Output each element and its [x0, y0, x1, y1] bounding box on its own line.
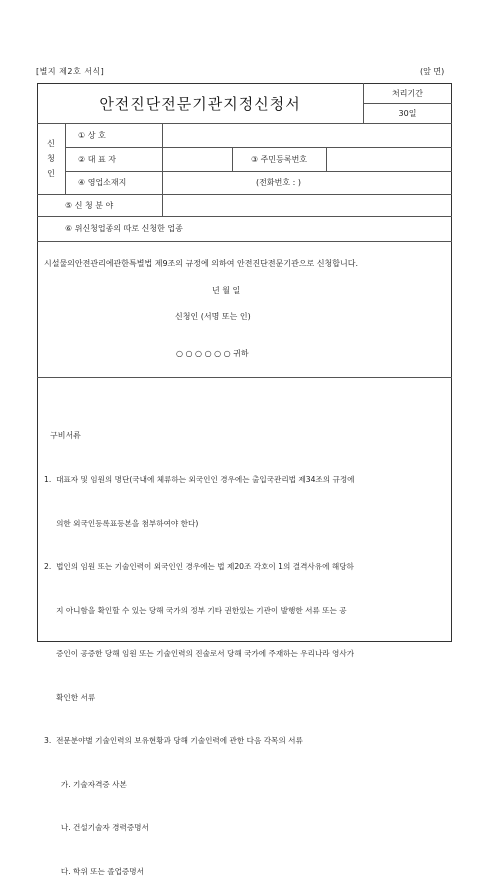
divider — [37, 377, 452, 378]
list-item: 의한 외국인등록표등본을 첨부하여야 한다) — [44, 518, 199, 528]
applicant-label-char: 청 — [47, 154, 55, 163]
representative-field[interactable] — [163, 148, 231, 170]
business-address-label: ④ 영업소재지 — [78, 178, 127, 187]
list-item: 2. 법인의 임원 또는 기술인력이 외국인인 경우에는 법 제20조 각호이 1의 결격사유에 해당하 — [44, 562, 354, 571]
phone-label: (전화번호 : ) — [256, 178, 301, 187]
list-item: 1. 대표자 및 임원의 명단(국내에 체류하는 외국인인 경우에는 출입국관리법 제34조의 규정에 — [44, 475, 355, 484]
representative-label: ② 대 표 자 — [78, 154, 116, 164]
divider — [65, 123, 66, 194]
applicant-signature-line: 신청인 (서명 또는 인) — [175, 312, 251, 321]
applicant-label-char: 인 — [47, 169, 55, 178]
documents-list — [44, 444, 450, 894]
id-number-field[interactable] — [327, 148, 451, 170]
recipient-line: ○ ○ ○ ○ ○ ○ 귀하 — [176, 349, 249, 358]
other-business-label: ⑥ 위신청업종의 따로 신청한 업종 — [65, 224, 183, 233]
applicant-section-label — [37, 123, 65, 194]
list-item: 다. 학위 또는 졸업증명서 — [44, 866, 144, 876]
form-number: [별지 제2호 서식] — [36, 67, 105, 76]
list-item: 증인이 공증한 당해 임원 또는 기술인력의 진술로서 당해 국가에 주재하는 우리나라 영사가 — [44, 649, 355, 658]
application-statement: 시설물의안전관리에관한특별법 제9조의 규정에 의하여 안전진단전문기관으로 신청합니다. — [44, 259, 359, 268]
id-number-label: ③ 주민등록번호 — [250, 154, 308, 164]
application-field-label: ⑤ 신 청 분 야 — [65, 200, 114, 210]
company-name-field[interactable] — [163, 124, 451, 146]
list-item: 3. 전문분야별 기술인력의 보유현황과 당해 기술인력에 관한 다음 각목의 서류 — [44, 736, 303, 745]
list-item: 지 아니함을 확인할 수 있는 당해 국가의 정부 기타 권한있는 기관이 발행한 서류 또는 공 — [44, 605, 347, 615]
list-item: 나. 건설기술자 경력증명서 — [44, 823, 149, 832]
applicant-label-char: 신 — [47, 139, 55, 148]
page-title: 안전진단전문기관지정신청서 — [99, 94, 301, 113]
list-item: 가. 기술자격증 사본 — [44, 779, 127, 789]
documents-title: 구비서류 — [50, 431, 81, 440]
divider — [37, 241, 452, 242]
processing-label: 처리기간 — [392, 88, 423, 98]
date-line: 년 월 일 — [212, 286, 241, 295]
list-item: 확인한 서류 — [44, 692, 96, 702]
processing-value: 30일 — [398, 108, 417, 118]
page-side-label: (앞 면) — [420, 67, 445, 76]
company-name-label: ① 상 호 — [78, 130, 106, 140]
application-field-input[interactable] — [163, 195, 451, 215]
